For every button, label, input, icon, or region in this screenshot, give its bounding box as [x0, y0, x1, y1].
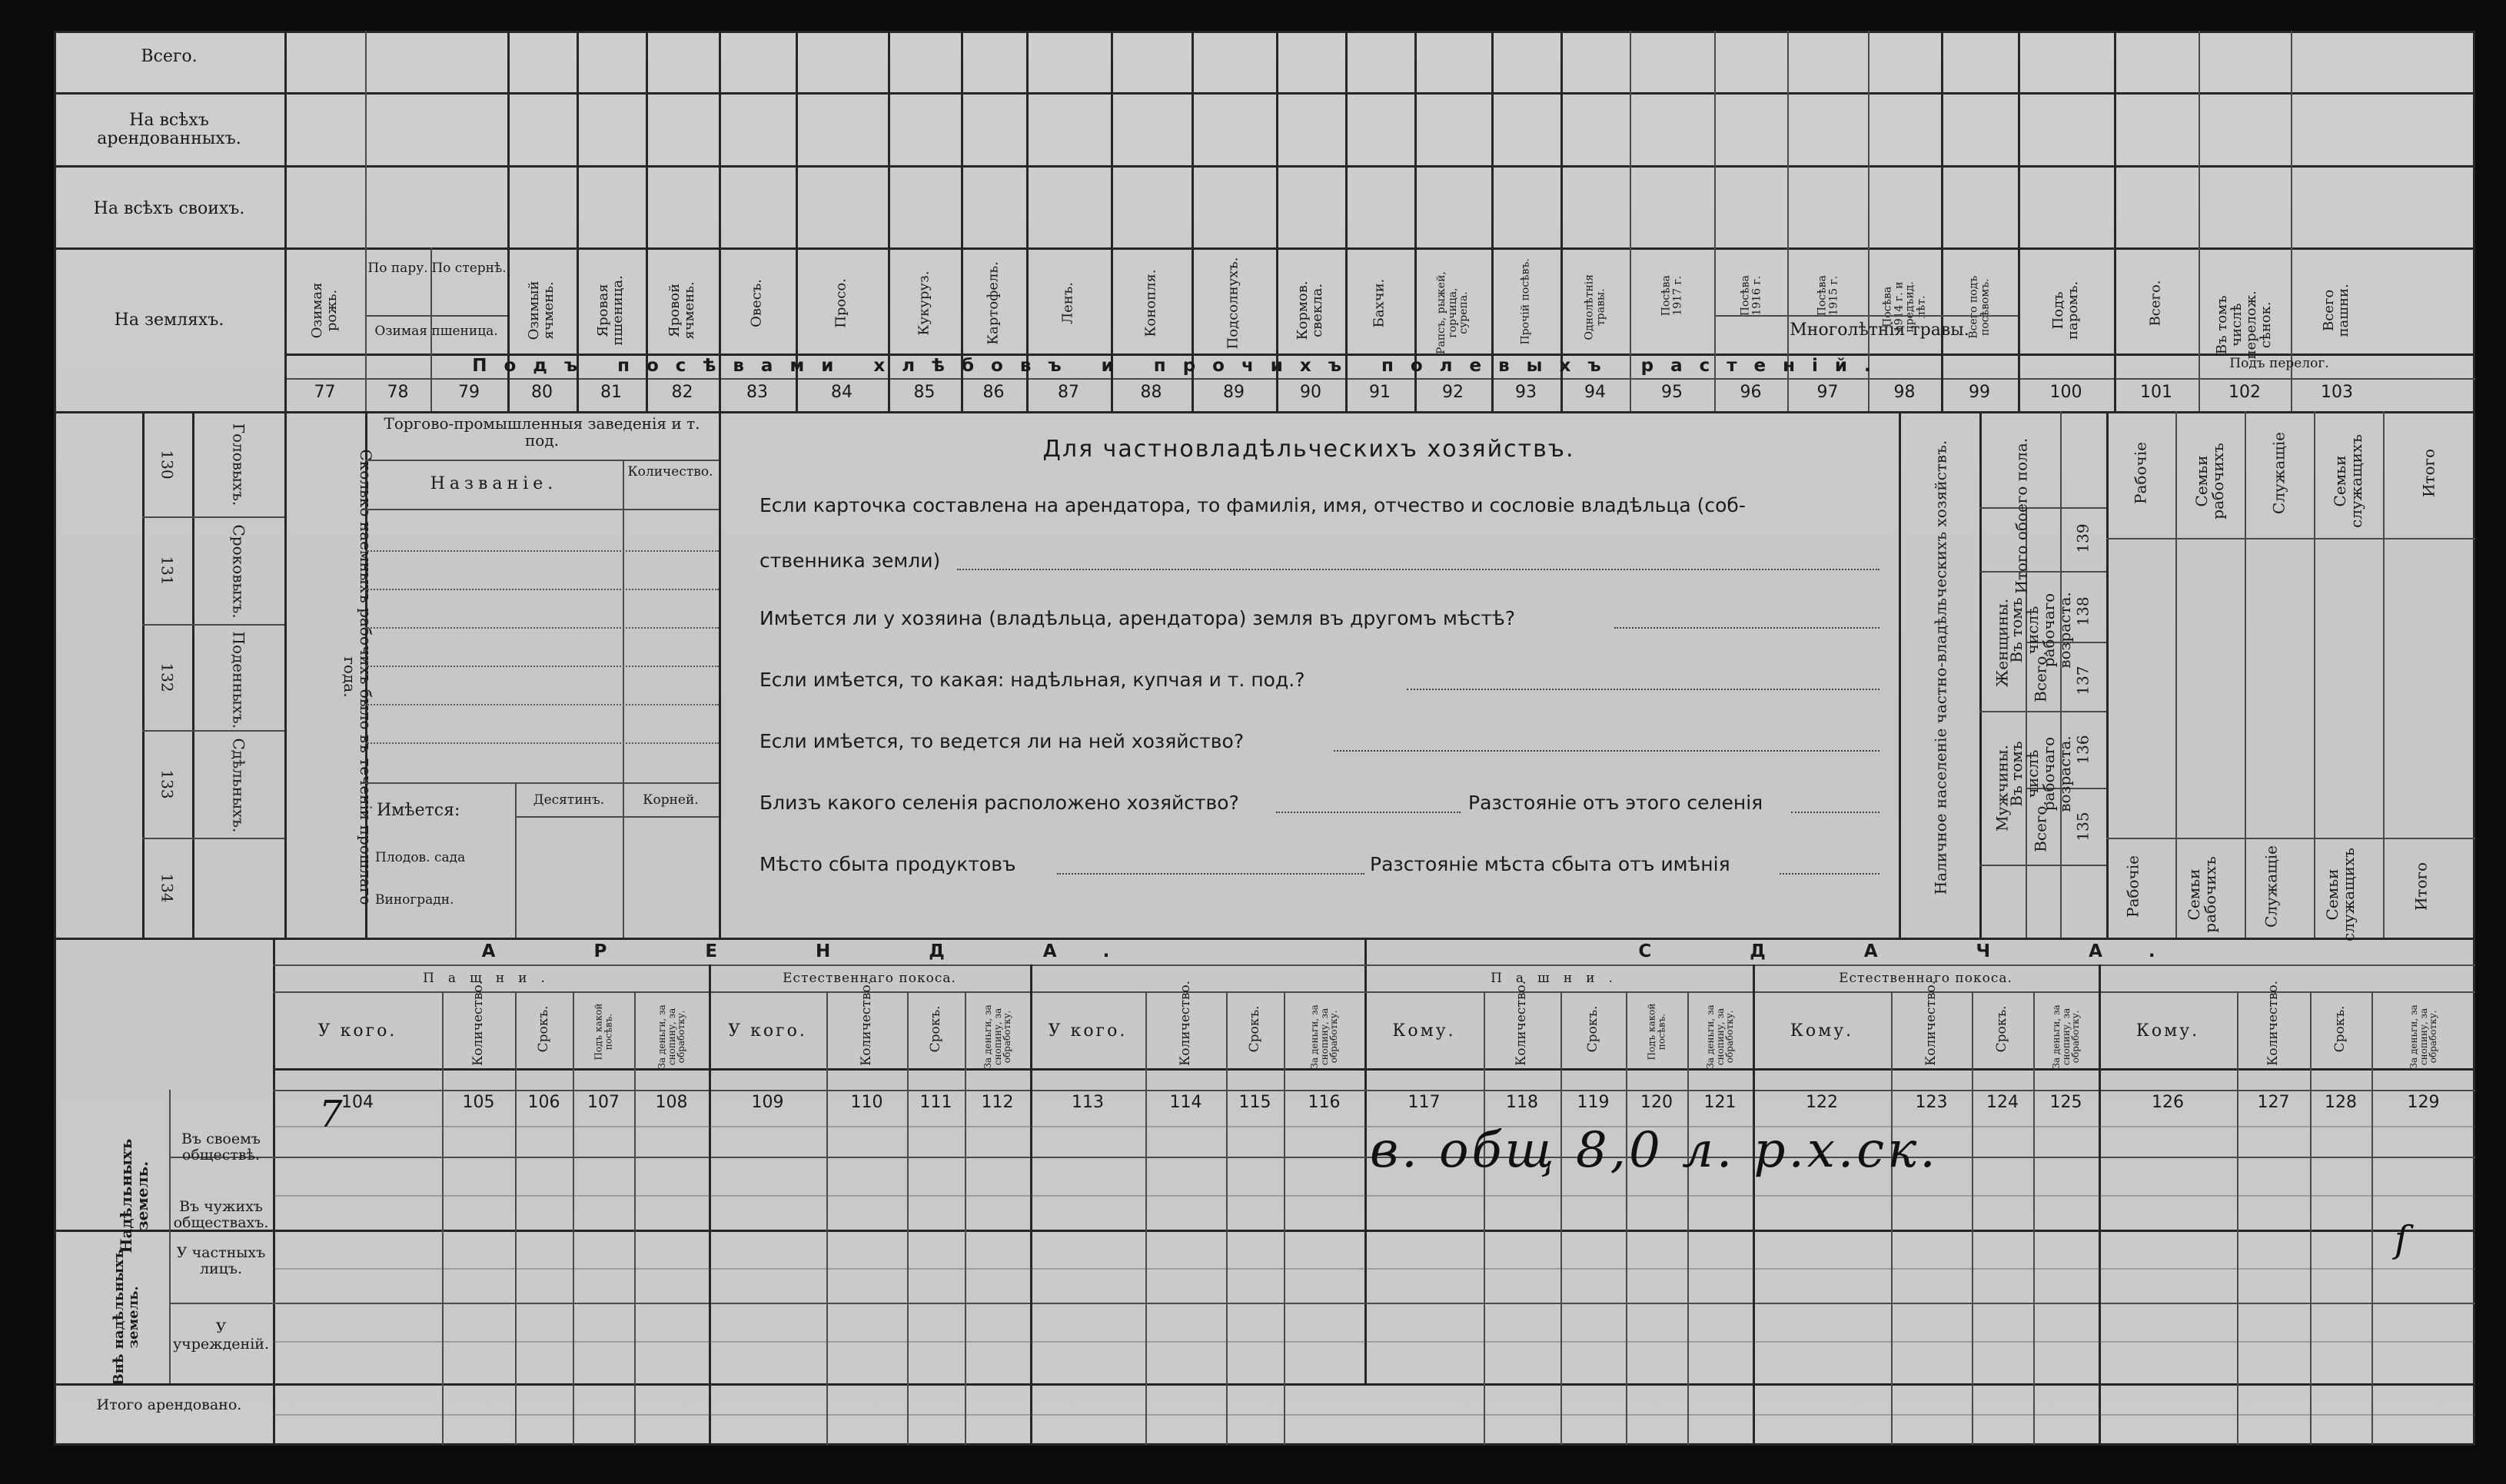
rent-col-header: Количество. [1514, 980, 1530, 1066]
rent-col-number: 125 [2049, 1093, 2082, 1112]
crop-col-number: 86 [982, 383, 1005, 402]
rent-col-header: За деньги, за снопину, за обработку. [1308, 1004, 1339, 1069]
trade-right-line [719, 411, 721, 938]
crop-col-label: Подъ паромъ. [2049, 281, 2081, 340]
crop-col-number: 85 [913, 383, 936, 402]
crop-col-line [1491, 31, 1494, 411]
sdacha-pashni-header: Пашни. [1491, 971, 1627, 986]
q3-text: Если имѣется, то какая: надѣльная, купчая и т. под.? [759, 669, 1305, 691]
crops-band-title: Подъ посѣвами хлѣбовъ и прочихъ полевыхъ растеній. [472, 356, 1888, 376]
rent-col-number: 112 [981, 1093, 1014, 1112]
crop-col-label: Кукуруз. [916, 271, 932, 336]
rent-col-number: 116 [1308, 1093, 1341, 1112]
crop-col-line [2018, 31, 2020, 411]
crop-col-number: 88 [1140, 383, 1162, 402]
rent-col-header: Срокъ. [2332, 1005, 2348, 1053]
crop-col-line [1941, 31, 1943, 411]
q1-text-b: ственника земли) [759, 549, 941, 572]
crop-col-number: 79 [458, 383, 480, 402]
staff-servant-families-bottom: Семьи служащихъ [2323, 848, 2358, 941]
rent-col-number: 107 [587, 1093, 620, 1112]
crop-col-number: 78 [387, 383, 409, 402]
handwritten-entry: в. общ 8,0 л. р.х.ск. [1370, 1122, 1939, 1179]
rent-col-number: 120 [1640, 1093, 1673, 1112]
rent-fine-line [273, 1341, 2475, 1343]
crop-col-label: Посѣва 1914 г. и предъид. лѣт. [1881, 281, 1928, 333]
mid-row-4 [142, 838, 284, 839]
available-label: Имѣется: [377, 801, 460, 820]
rent-col-line [573, 991, 574, 1445]
crop-col-line [1630, 31, 1631, 411]
crop-col-number: 97 [1816, 383, 1839, 402]
rent-col-line [907, 991, 909, 1445]
frame-right [2473, 31, 2475, 1445]
vineyards-label: Виноградн. [375, 892, 454, 908]
q4-text: Если имѣется, то ведется ли на ней хозяйство? [759, 730, 1245, 752]
winter-wheat-group-line [365, 315, 507, 317]
crop-col-number: 95 [1661, 383, 1683, 402]
rent-col-line [515, 991, 517, 1445]
worker-row-label: Сдѣльныхъ. [229, 738, 248, 833]
rent-col-number: 113 [1072, 1093, 1104, 1112]
crop-col-label: Въ томъ числѣ перелож. сѣнок. [2214, 290, 2274, 360]
rent-col-number: 122 [1806, 1093, 1838, 1112]
frame-mid-top [54, 411, 2475, 413]
crop-col-line [1414, 31, 1417, 411]
pop-num-139: 139 [2073, 523, 2092, 553]
crop-col-label: Яровой ячмень. [666, 281, 697, 340]
rent-col-header: У кого. [728, 1021, 807, 1041]
top-row-line-3 [54, 247, 2475, 250]
worker-row-number: 134 [158, 873, 177, 903]
rent-col-number: 104 [341, 1093, 374, 1112]
crop-col-number: 92 [1442, 383, 1464, 402]
fallow-group: Подъ перелог. [2229, 356, 2329, 371]
q5-text-a: Близъ какого селенія расположено хозяйство? [759, 792, 1239, 814]
pop-women-total: Всего. [2031, 651, 2050, 702]
crop-col-line [719, 31, 721, 411]
trade-qty-line [623, 460, 624, 782]
worker-row-number: 131 [158, 556, 177, 586]
rent-col-line [1560, 991, 1562, 1445]
trade-dot-5 [365, 704, 719, 705]
rent-col-header: Срокъ. [1246, 1005, 1262, 1053]
staff-line-4 [2383, 411, 2385, 938]
row-total-label: Всего. [141, 47, 198, 66]
crop-col-label: Посѣва 1916 г. [1738, 275, 1763, 317]
total-rented-label: Итого арендовано. [96, 1396, 242, 1413]
worker-row-number: 133 [158, 769, 177, 799]
crop-col-line [1345, 31, 1348, 411]
mid-left-line-b [192, 411, 194, 938]
perennial-grass-group: Многолѣтнія травы. [1790, 320, 1969, 340]
pop-num-138: 138 [2073, 596, 2092, 626]
winter-wheat-group: Озимая пшеница. [374, 324, 498, 339]
rent-col-line [1972, 991, 1973, 1445]
staff-top-line [2106, 538, 2475, 539]
crop-col-number: 100 [2049, 383, 2082, 402]
bottom-head-1 [273, 964, 2475, 966]
rent-col-header: Срокъ. [535, 1005, 551, 1053]
q6-text-a: Мѣсто сбыта продуктовъ [759, 853, 1016, 875]
q1-text-a: Если карточка составлена на арендатора, то фамилія, имя, отчество и сословіе владѣльца (соб- [759, 494, 1746, 516]
crop-col-number: 93 [1515, 383, 1537, 402]
row-own-label: На всѣхъ своихъ. [93, 199, 245, 218]
other-society-label: Въ чужихъ обществахъ. [173, 1198, 269, 1231]
pop-right-line [2106, 411, 2109, 938]
crop-col-line [1714, 31, 1716, 411]
rent-col-line [2371, 991, 2373, 1445]
own-society-label: Въ своемъ обществѣ. [181, 1130, 261, 1164]
q5-text-b: Разстояніе отъ этого селенія [1468, 792, 1763, 814]
handwritten-mark: 7 [319, 1093, 343, 1136]
top-row-line-1 [54, 92, 2475, 95]
crop-col-number: 103 [2321, 383, 2353, 402]
crop-col-label: Просо. [833, 278, 849, 328]
crop-col-line [2199, 31, 2200, 411]
arenda-sdacha-divider [1364, 938, 1367, 1383]
crop-col-line [961, 31, 963, 411]
rent-col-header: За деньги, за снопину, за обработку. [982, 1004, 1012, 1069]
crop-col-label: Озимая рожь. [308, 282, 340, 339]
rent-col-number: 106 [527, 1093, 560, 1112]
trade-head-line [365, 509, 719, 510]
rent-col-number: 118 [1506, 1093, 1538, 1112]
trade-title: Торгово-промышленныя заведенія и т. под. [384, 414, 700, 450]
crop-col-number: 83 [746, 383, 768, 402]
workers-question: Сколько наемныхъ рабочихъ было въ теченіи прошлаго года. [341, 449, 375, 905]
crop-col-line [1026, 31, 1029, 411]
allot-lands-label: Надѣльныхъ земель. [117, 1138, 151, 1253]
crop-col-number: 82 [671, 383, 693, 402]
rent-col-number: 119 [1577, 1093, 1610, 1112]
mid-row-1 [142, 516, 284, 518]
q4-answer-field[interactable] [1334, 750, 1880, 752]
rent-col-number: 128 [2325, 1093, 2357, 1112]
rent-col-line [965, 991, 966, 1445]
q3-answer-field[interactable] [1407, 689, 1880, 690]
perennial-group-line [1714, 315, 2018, 317]
rent-col-number: 115 [1238, 1093, 1271, 1112]
worker-row-number: 132 [158, 662, 177, 692]
pop-title-line [1979, 411, 1982, 938]
crop-col-line [284, 31, 287, 411]
pop-total-both: Итого обоего пола. [2012, 437, 2031, 594]
crop-col-number: 102 [2228, 383, 2261, 402]
rent-col-header: Количество. [2265, 980, 2281, 1066]
trade-title-line [365, 460, 719, 461]
rent-col-header: Количество. [858, 980, 874, 1066]
frame-mid-bottom [54, 938, 2475, 940]
crop-col-line [2291, 31, 2292, 411]
q2-answer-field[interactable] [1614, 627, 1880, 629]
crop-col-label: Озимый ячмень. [526, 281, 557, 340]
crop-col-label: Посѣва 1915 г. [1815, 275, 1840, 317]
crop-col-line [1276, 31, 1278, 411]
staff-workers-bottom: Рабочіе [2123, 855, 2142, 918]
arenda-pashni-header: Пашни. [423, 971, 559, 986]
rent-col-line [1626, 991, 1627, 1445]
rent-col-header: За деньги, за снопину, за обработку. [2050, 1004, 2081, 1069]
bottom-label-divider [273, 938, 275, 1445]
q1-answer-field[interactable] [957, 569, 1880, 570]
top-row-line-2 [54, 165, 2475, 168]
bottom-row-2 [54, 1230, 2475, 1232]
rent-col-header: Кому. [1392, 1021, 1456, 1041]
num-line [284, 378, 2475, 380]
crop-col-number: 84 [831, 383, 853, 402]
pop-men-incl: Въ томъ числѣ рабочаго возраста. [2007, 735, 2074, 812]
rent-col-header: Кому. [1790, 1021, 1854, 1041]
q5-answer-distance[interactable] [1791, 812, 1880, 813]
frame-top [54, 31, 2475, 33]
pop-women: Женщины. [1993, 598, 2012, 688]
rent-col-number: 121 [1703, 1093, 1737, 1112]
rent-col-header: За деньги, за снопину, за обработку. [656, 1004, 686, 1069]
frame-bottom [54, 1443, 2475, 1446]
crop-col-number: 90 [1300, 383, 1321, 402]
staff-line-3 [2314, 411, 2315, 938]
rent-col-number: 126 [2152, 1093, 2184, 1112]
crop-col-label: Овесъ. [748, 279, 765, 327]
rent-col-header: Срокъ. [927, 1005, 943, 1053]
rent-col-number: 105 [462, 1093, 495, 1112]
rent-col-line [1226, 991, 1228, 1445]
crop-col-number: 99 [1969, 383, 1990, 402]
pop-num-136: 136 [2073, 735, 2092, 765]
crop-col-number: 81 [600, 383, 622, 402]
rent-col-number: 117 [1408, 1093, 1441, 1112]
bottom-head-2 [273, 991, 2475, 993]
rent-col-number: 109 [751, 1093, 784, 1112]
mid-left-line-a [142, 411, 145, 938]
rent-col-number: 108 [655, 1093, 688, 1112]
crop-col-line [1111, 31, 1113, 411]
rent-col-header: Кому. [2135, 1021, 2200, 1041]
crop-col-line [1560, 31, 1563, 411]
rent-col-number: 124 [1986, 1093, 2019, 1112]
crop-col-label: Всего. [2147, 280, 2164, 327]
orchard-head-line [515, 816, 719, 818]
worker-row-label: Головыхъ. [229, 423, 248, 506]
rent-col-header: Количество. [1923, 980, 1939, 1066]
rent-col-header: Подъ какой посѣвъ. [593, 1003, 613, 1061]
crop-col-line [1868, 31, 1870, 411]
q6-answer-distance[interactable] [1780, 873, 1880, 875]
rent-col-number: 127 [2257, 1093, 2290, 1112]
rent-col-number: 110 [850, 1093, 883, 1112]
crop-col-label: Конопля. [1142, 269, 1159, 337]
row-on-lands-label: На земляхъ. [114, 310, 224, 330]
trade-qty-header: Количество. [627, 464, 713, 480]
crop-col-label: Однолѣтнія травы. [1583, 274, 1607, 340]
institutions-label: У учрежденій. [172, 1320, 269, 1353]
crop-col-line [888, 31, 890, 411]
crop-col-line [796, 31, 798, 411]
crop-col-line [646, 31, 648, 411]
staff-total-top: Итого [2419, 448, 2438, 498]
staff-workers-top: Рабочіе [2131, 442, 2150, 504]
bottom-num-line [273, 1090, 2475, 1091]
crop-col-line [1787, 31, 1789, 411]
rent-col-number: 114 [1169, 1093, 1202, 1112]
crop-col-label: Яровая пшеница. [595, 275, 626, 346]
rent-col-line [1891, 991, 1893, 1445]
rent-col-line [1687, 991, 1689, 1445]
crop-col-line [2114, 31, 2116, 411]
pop-h-2 [1979, 571, 2106, 573]
rent-col-number: 129 [2407, 1093, 2440, 1112]
rent-col-line [826, 991, 828, 1445]
staff-servants-top: Служащіе [2269, 432, 2288, 514]
trade-orchard-line [365, 782, 719, 784]
mid-row-2 [142, 624, 284, 626]
arenda-pokos-header: Естественнаго покоса. [783, 971, 956, 986]
rent-fine-line [273, 1414, 2475, 1416]
rent-col-number: 111 [919, 1093, 952, 1112]
crop-col-number: 91 [1369, 383, 1391, 402]
crop-col-number: 98 [1893, 383, 1916, 402]
rent-col-line [2310, 991, 2312, 1445]
staff-worker-families-bottom: Семьи рабочихъ [2185, 856, 2219, 933]
q6-answer-place[interactable] [1057, 873, 1364, 875]
trade-dot-3 [365, 627, 719, 629]
crop-col-label: По стернѣ. [431, 261, 507, 276]
rent-col-header: Количество. [1177, 980, 1193, 1066]
staff-servant-families-top: Семьи служащихъ [2331, 434, 2365, 528]
pop-num-137: 137 [2073, 666, 2092, 696]
rent-col-header: За деньги, за снопину, за обработку. [1704, 1004, 1735, 1069]
rent-col-line [2033, 991, 2035, 1445]
trade-dot-1 [365, 550, 719, 552]
trade-dot-2 [365, 589, 719, 590]
pop-num-line [2060, 411, 2062, 938]
pop-women-incl: Въ томъ числѣ рабочаго возраста. [2007, 592, 2074, 669]
rent-col-number: 123 [1915, 1093, 1948, 1112]
trade-dot-6 [365, 742, 719, 744]
crop-col-label: Бахчи. [1371, 278, 1388, 328]
pop-num-135: 135 [2073, 812, 2092, 842]
crop-col-number: 89 [1223, 383, 1245, 402]
crop-col-label: Подсолнухъ. [1225, 257, 1241, 350]
trade-dot-4 [365, 666, 719, 667]
orchards-label: Плодов. сада [375, 850, 466, 865]
rent-col-header: Подъ какой посѣвъ. [1646, 1003, 1667, 1061]
rent-col-header: Срокъ. [1584, 1005, 1600, 1053]
pop-men-total: Всего. [2031, 801, 2050, 852]
crop-col-line [577, 31, 579, 411]
questions-right-line [1899, 411, 1901, 938]
frame-left [54, 31, 56, 1445]
rent-col-line [1284, 991, 1285, 1445]
arenda-title: А Р Е Н Д А. [481, 941, 1156, 961]
crop-col-line [365, 31, 367, 411]
crop-col-label: Всего пашни. [2321, 284, 2351, 337]
crop-col-number: 94 [1584, 383, 1606, 402]
crop-col-label: Кормов. свекла. [1295, 281, 1325, 340]
crop-col-label: Картофель. [985, 261, 1002, 345]
worker-row-label: Поденныхъ. [229, 631, 248, 729]
rent-col-header: У кого. [317, 1021, 397, 1041]
rent-col-header: Количество. [470, 980, 486, 1066]
crop-col-label: Рапсъ, рыжей, горчица, сурепа. [1434, 271, 1471, 354]
crop-col-label: По пару. [367, 261, 428, 276]
mid-left-line-c [284, 411, 287, 938]
crop-col-label: Прочій посѣвъ. [1519, 258, 1532, 345]
mid-row-3 [142, 730, 284, 732]
pop-men: Мужчины. [1993, 745, 2012, 832]
staff-worker-families-top: Семьи рабочихъ [2192, 443, 2227, 520]
crop-col-label: Ленъ. [1059, 282, 1076, 324]
census-card [54, 31, 2475, 1445]
crop-col-number: 87 [1058, 383, 1079, 402]
rent-fine-line [273, 1268, 2475, 1270]
q5-answer-village[interactable] [1276, 812, 1461, 813]
crop-col-line [1192, 31, 1194, 411]
non-allot-lands-label: Внѣ надѣльныхъ земель. [111, 1249, 141, 1386]
row-rented-label: На всѣхъ арендованныхъ. [97, 111, 241, 149]
rent-col-header: За деньги, за снопину, за обработку. [2408, 1004, 2438, 1069]
rent-col-header: У кого. [1048, 1021, 1128, 1041]
sdacha-title: С Д А Ч А. [1638, 941, 2202, 961]
q2-text: Имѣется ли у хозяина (владѣльца, арендатора) земля въ другомъ мѣстѣ? [759, 607, 1516, 629]
rent-col-line [1145, 991, 1147, 1445]
rent-col-line [442, 991, 444, 1445]
staff-total-bottom: Итого [2411, 862, 2431, 911]
staff-servants-bottom: Служащіе [2262, 845, 2281, 928]
crop-col-number: 80 [531, 383, 553, 402]
korney-header: Корней. [643, 792, 699, 808]
crop-col-number: 96 [1740, 383, 1762, 402]
private-persons-label: У частныхъ лицъ. [176, 1244, 266, 1277]
sdacha-pokos-header: Естественнаго покоса. [1839, 971, 2012, 986]
rent-fine-line [273, 1195, 2475, 1197]
staff-line-1 [2175, 411, 2177, 938]
crop-col-line [507, 31, 510, 411]
q6-text-b: Разстояніе мѣста сбыта отъ имѣнія [1370, 853, 1730, 875]
handwritten-corner-mark: ſ [2395, 1218, 2408, 1261]
crop-col-label: Всего подъ посѣвомъ. [1967, 275, 1991, 339]
crop-col-number: 77 [314, 383, 336, 402]
population-title: Наличное населеніе частно-владѣльческихъ хозяйствъ. [1931, 440, 1950, 895]
rent-col-line [1484, 991, 1485, 1445]
crop-col-number: 101 [2140, 383, 2172, 402]
rent-col-line [2237, 991, 2238, 1445]
desyatin-header: Десятинъ. [533, 792, 605, 808]
private-heading: Для частновладѣльческихъ хозяйствъ. [1042, 436, 1575, 463]
trade-name-header: Названіе. [430, 474, 558, 493]
staff-line-2 [2245, 411, 2246, 938]
rent-col-line [634, 991, 636, 1445]
worker-row-number: 130 [158, 449, 177, 480]
bottom-row-4 [54, 1383, 2475, 1386]
crop-col-label: Посѣва 1917 г. [1660, 275, 1683, 317]
rent-col-header: Срокъ. [1994, 1005, 2010, 1053]
worker-row-label: Сроковыхъ. [229, 524, 248, 619]
